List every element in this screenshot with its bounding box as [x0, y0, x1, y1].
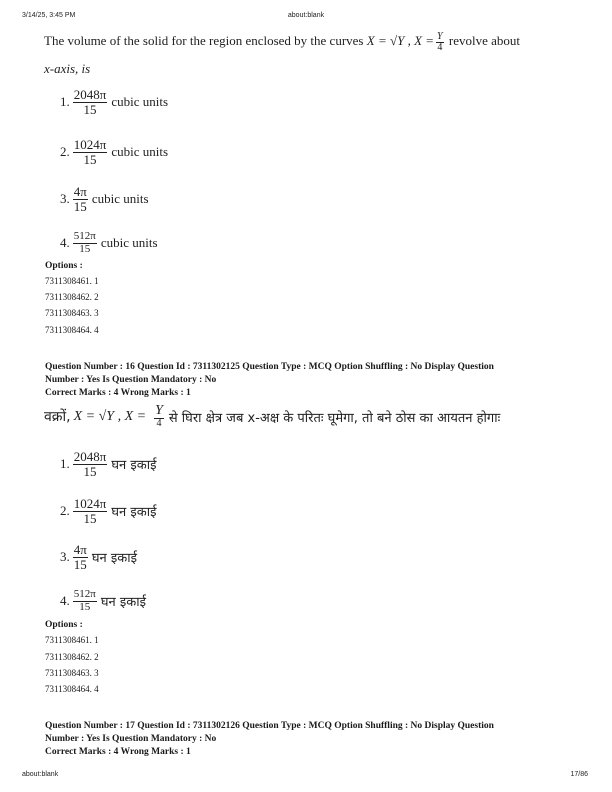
option-id: 7311308462. 2	[45, 292, 99, 302]
q15-option-4: 4. $\frac{512\pi}{15}$ cubic units	[60, 230, 158, 255]
options-heading: Options :	[45, 261, 83, 271]
option-id: 7311308461. 1	[45, 276, 99, 286]
q16-option-3: 3. $\frac{4\pi}{15}$ घन इकाई	[60, 542, 137, 572]
print-page-title: about:blank	[287, 12, 325, 19]
q15-option-2: 2. $\frac{1024\pi}{15}$ cubic units	[60, 137, 169, 167]
curve-fraction: $\frac{Y}{4}$	[437, 30, 443, 53]
q16-option-4: 4. $\frac{512\pi}{15}$ घन इकाई	[60, 588, 146, 613]
stem-text-post: revolve about	[448, 33, 520, 48]
curve-equation: X = √Y , X =	[366, 33, 435, 48]
option-id: 7311308462. 2	[45, 652, 99, 662]
option-id: 7311308464. 4	[45, 325, 99, 335]
option-id: 7311308463. 3	[45, 668, 99, 678]
q16-option-2: 2. $\frac{1024\pi}{15}$ घन इकाई	[60, 496, 157, 526]
page-number: 17/86	[570, 771, 588, 778]
option-id: 7311308463. 3	[45, 308, 99, 318]
question-15-stem	[44, 31, 564, 79]
stem-text: The volume of the solid for the region enclosed by the curves	[44, 33, 364, 48]
q15-option-3: 3. $\frac{4\pi}{15}$ cubic units	[60, 184, 149, 214]
print-footer-url: about:blank	[22, 771, 59, 778]
options-heading: Options :	[45, 620, 83, 630]
print-datetime: 3/14/25, 3:45 PM	[22, 12, 76, 19]
question-17-meta: Question Number : 17 Question Id : 7311302126 Question Type : MCQ Option Shuffling : No Display Question Number : Yes Is Question Mandatory : No Correct Marks : 4 Wrong Marks : 1	[45, 721, 494, 757]
option-id: 7311308464. 4	[45, 684, 99, 694]
question-16-stem: वक्रों, X = √Y , X = $\frac{Y}{4}$ से घिरा क्षेत्र जब x-अक्ष के परितः घूमेगा, तो बने ठोस का आयतन होगाः	[44, 403, 501, 429]
option-id: 7311308461. 1	[45, 635, 99, 645]
question-16-meta: Question Number : 16 Question Id : 7311302125 Question Type : MCQ Option Shuffling : No Display Question Number : Yes Is Question Mandatory : No Correct Marks : 4 Wrong Marks : 1	[45, 362, 494, 398]
q16-option-1: 1. $\frac{2048\pi}{15}$ घन इकाई	[60, 449, 157, 479]
stem-line2: x-axis, is	[44, 60, 91, 76]
q15-option-1: 1. $\frac{2048\pi}{15}$ cubic units	[60, 87, 169, 117]
